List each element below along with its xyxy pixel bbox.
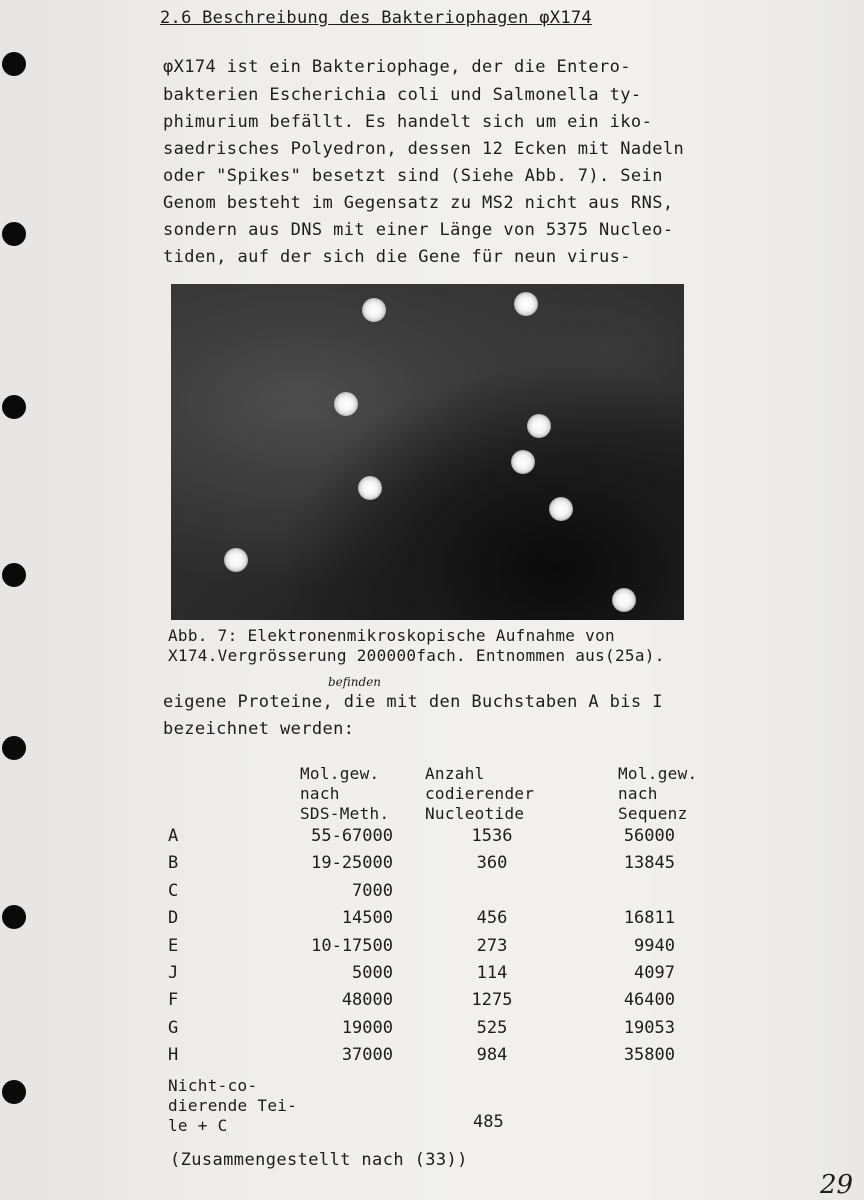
binder-hole bbox=[2, 563, 26, 587]
sequence-weight: 9940 bbox=[634, 936, 675, 956]
sds-weight: 19-25000 bbox=[311, 853, 393, 873]
nucleotide-count: 360 bbox=[476, 853, 508, 873]
phage-particle bbox=[358, 476, 382, 500]
figure-caption-line: X174.Vergrösserung 200000fach. Entnommen aus(25a). bbox=[168, 646, 665, 665]
sds-weight: 55-67000 bbox=[311, 826, 393, 846]
phage-particle bbox=[224, 548, 248, 572]
gene-letter: E bbox=[168, 936, 179, 956]
sequence-weight: 19053 bbox=[623, 1018, 675, 1038]
gene-letter: D bbox=[168, 908, 179, 928]
phage-particle bbox=[511, 450, 535, 474]
paragraph-line: Genom besteht im Gegensatz zu MS2 nicht aus RNS, bbox=[163, 193, 674, 213]
section-heading: 2.6 Beschreibung des Bakteriophagen φX174 bbox=[160, 8, 592, 28]
paragraph-line: bakterien Escherichia coli und Salmonella ty- bbox=[163, 85, 642, 105]
column-header-nucleotides: Anzahl codierender Nucleotide bbox=[425, 764, 535, 823]
sequence-weight: 46400 bbox=[623, 990, 675, 1010]
binder-hole bbox=[2, 395, 26, 419]
gene-letter: A bbox=[168, 826, 179, 846]
nucleotide-count: 114 bbox=[476, 963, 508, 983]
source-note: (Zusammengestellt nach (33)) bbox=[170, 1150, 468, 1170]
sequence-weight: 13845 bbox=[623, 853, 675, 873]
column-header-sds: Mol.gew. nach SDS-Meth. bbox=[300, 764, 390, 823]
sequence-weight: 16811 bbox=[623, 908, 675, 928]
gene-letter: F bbox=[168, 990, 179, 1010]
sds-weight: 48000 bbox=[341, 990, 393, 1010]
phage-particle bbox=[362, 298, 386, 322]
gene-letter: G bbox=[168, 1018, 179, 1038]
paragraph-line: eigene Proteine, die mit den Buchstaben A bis I bbox=[163, 692, 663, 712]
phage-particle bbox=[549, 497, 573, 521]
paragraph-line: tiden, auf der sich die Gene für neun virus- bbox=[163, 247, 631, 267]
binder-hole bbox=[2, 736, 26, 760]
sds-weight: 37000 bbox=[341, 1045, 393, 1065]
paragraph-line: phimurium befällt. Es handelt sich um ein iko- bbox=[163, 112, 653, 132]
sds-weight: 10-17500 bbox=[311, 936, 393, 956]
sds-weight: 19000 bbox=[341, 1018, 393, 1038]
sds-weight: 5000 bbox=[352, 963, 393, 983]
gene-letter: B bbox=[168, 853, 179, 873]
phage-particle bbox=[334, 392, 358, 416]
nucleotide-count: 1536 bbox=[471, 826, 513, 846]
binder-hole bbox=[2, 52, 26, 76]
phage-particle bbox=[527, 414, 551, 438]
nucleotide-count: 525 bbox=[476, 1018, 508, 1038]
gene-letter: H bbox=[168, 1045, 179, 1065]
phage-particle bbox=[612, 588, 636, 612]
sds-weight: 7000 bbox=[352, 881, 393, 901]
page-number: 29 bbox=[820, 1170, 854, 1200]
noncoding-label: Nicht-co- dierende Tei- le + C bbox=[168, 1076, 298, 1135]
handwritten-insert: befinden bbox=[328, 675, 382, 689]
paragraph-line: sondern aus DNS mit einer Länge von 5375 Nucleo- bbox=[163, 220, 674, 240]
gene-letter: J bbox=[168, 963, 179, 983]
paragraph-line: saedrisches Polyedron, dessen 12 Ecken mit Nadeln bbox=[163, 139, 685, 159]
figure-caption-line: Abb. 7: Elektronenmikroskopische Aufnahme von bbox=[168, 626, 615, 645]
noncoding-value: 485 bbox=[473, 1112, 504, 1132]
nucleotide-count: 273 bbox=[476, 936, 508, 956]
sds-weight: 14500 bbox=[341, 908, 393, 928]
sequence-weight: 4097 bbox=[634, 963, 675, 983]
nucleotide-count: 456 bbox=[476, 908, 508, 928]
binder-hole bbox=[2, 905, 26, 929]
sequence-weight: 35800 bbox=[623, 1045, 675, 1065]
phage-particle bbox=[514, 292, 538, 316]
binder-hole bbox=[2, 1080, 26, 1104]
binder-hole bbox=[2, 222, 26, 246]
nucleotide-count: 1275 bbox=[471, 990, 513, 1010]
column-header-sequence: Mol.gew. nach Sequenz bbox=[618, 764, 698, 823]
paragraph-line: oder "Spikes" besetzt sind (Siehe Abb. 7). Sein bbox=[163, 166, 663, 186]
sequence-weight: 56000 bbox=[623, 826, 675, 846]
paragraph-line: φX174 ist ein Bakteriophage, der die Entero- bbox=[163, 57, 631, 77]
electron-micrograph bbox=[171, 284, 684, 620]
gene-letter: C bbox=[168, 881, 179, 901]
nucleotide-count: 984 bbox=[476, 1045, 508, 1065]
paragraph-line: bezeichnet werden: bbox=[163, 719, 355, 739]
